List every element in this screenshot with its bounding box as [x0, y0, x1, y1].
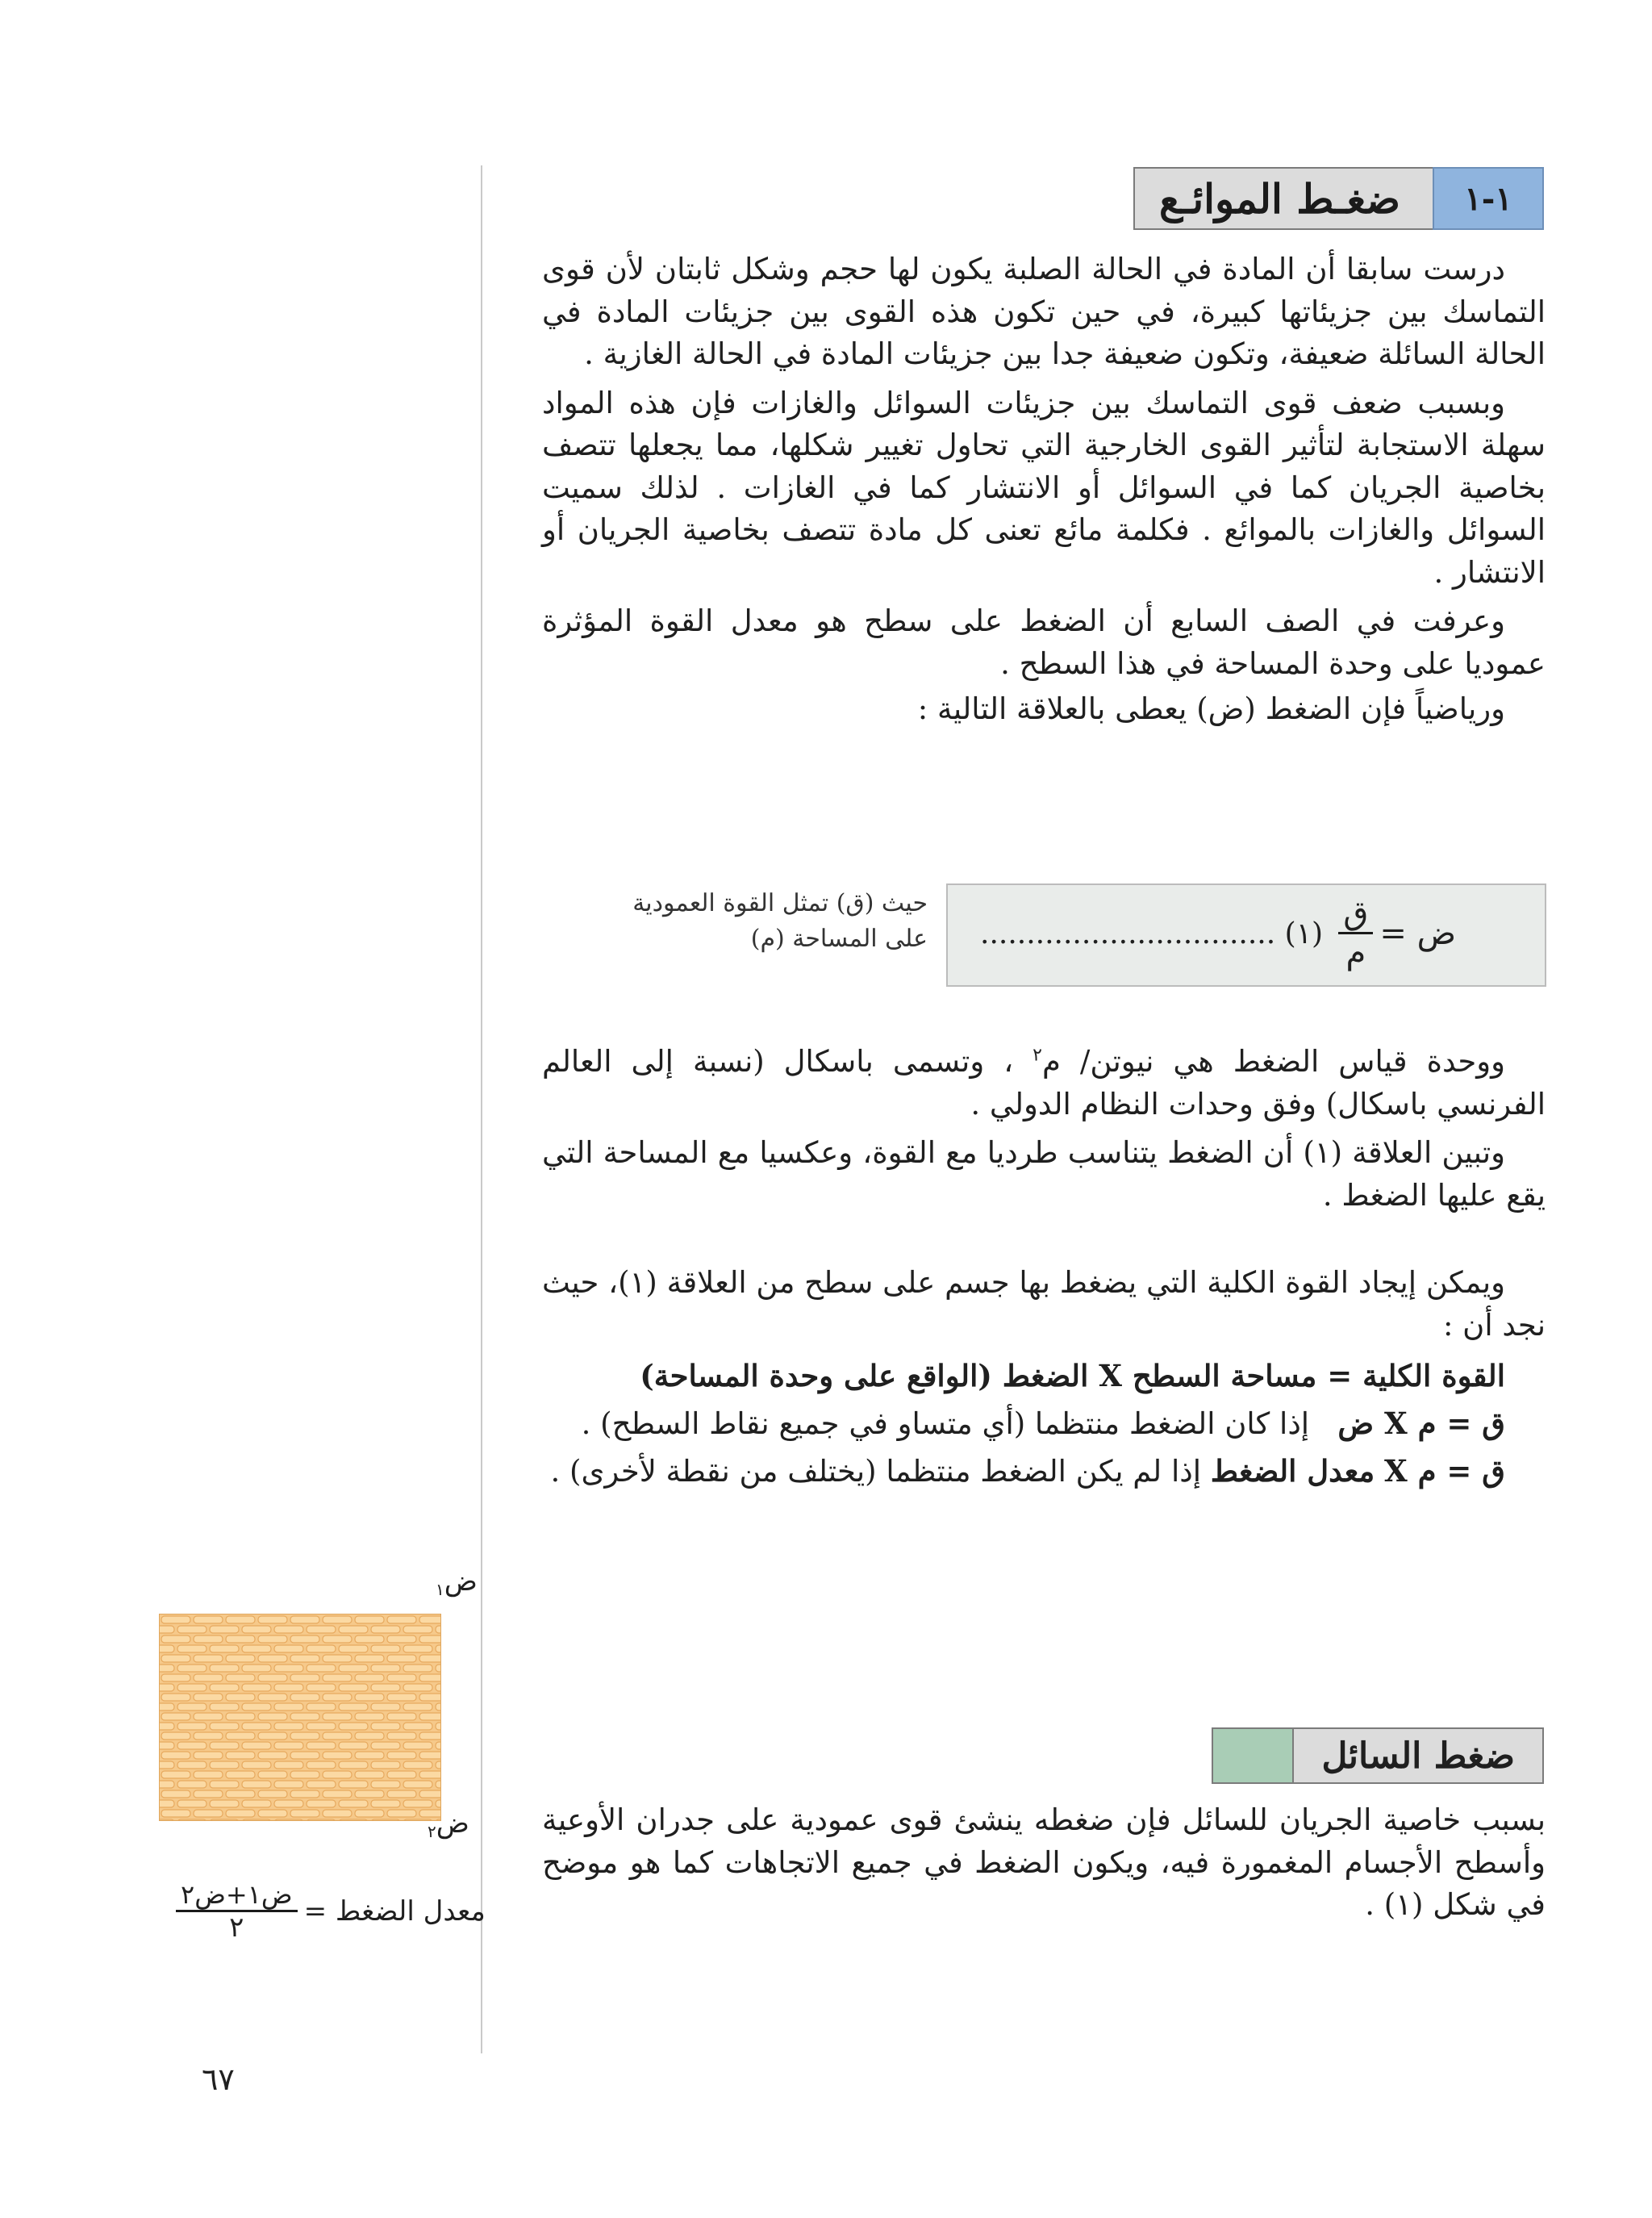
body-text-top	[542, 249, 1546, 731]
force-uniform-text: إذا كان الضغط منتظما (أي متساو في جميع نقاط السطح) .	[581, 1406, 1310, 1441]
body-text-middle	[542, 1041, 1546, 1493]
paragraph-pressure-unit	[542, 1041, 1546, 1126]
formula-note-line1: حيث (ق) تمثل القوة العمودية	[632, 889, 928, 917]
brick-wall-image	[159, 1614, 441, 1821]
force-average-eq: ق = م X	[1384, 1453, 1505, 1489]
formula-leader	[980, 917, 1323, 950]
formula-note	[621, 886, 928, 956]
formula-fraction	[1338, 895, 1373, 971]
paragraph-solid-states: درست سابقا أن المادة في الحالة الصلبة يكون لها حجم وشكل ثابتان لأن قوى التماسك بين جزيئاتها كبيرة، في حين تكون هذه القوى بين جزيئات المادة في الحالة السائلة ضعيفة، وتكون ضعيفة جدا بين جزيئات المادة في الحالة الغازية .	[542, 252, 1546, 372]
section-heading	[1133, 167, 1544, 228]
margin-divider	[481, 165, 482, 2053]
formula-dots: ................................	[980, 917, 1276, 950]
subsection-heading	[1212, 1727, 1544, 1782]
pressure-formula-box	[946, 883, 1546, 987]
section-title: ضغـط الموائـع	[1133, 167, 1433, 230]
paragraph-proportionality: وتبين العلاقة (١) أن الضغط يتناسب طرديا مع القوة، وعكسيا مع المساحة التي يقع عليها الضغط .	[542, 1135, 1546, 1213]
paragraph-math-relation: ورياضياً فإن الضغط (ض) يعطى بالعلاقة التالية :	[917, 691, 1505, 727]
unit-text-b: ، وتسمى باسكال (نسبة إلى العالم الفرنسي باسكال) وفق وحدات النظام الدولي .	[542, 1044, 1546, 1122]
formula-numerator: ق	[1338, 895, 1373, 934]
paragraph-total-force: ويمكن إيجاد القوة الكلية التي يضغط بها جسم على سطح من العلاقة (١)، حيث نجد أن :	[542, 1265, 1546, 1343]
force-average-line	[542, 1450, 1546, 1493]
formula-note-line2: على المساحة (م)	[750, 924, 928, 953]
formula-lhs: ض =	[1379, 914, 1456, 952]
force-uniform-line	[542, 1402, 1546, 1446]
unit-text-a: ووحدة قياس الضغط هي نيوتن/ م	[1041, 1044, 1506, 1079]
formula-denominator: م	[1345, 934, 1366, 971]
section-number: ١-١	[1433, 167, 1544, 230]
paragraph-fluids: وبسبب ضعف قوى التماسك بين جزيئات السوائل والغازات فإن هذه المواد سهلة الاستجابة لتأثير القوى الخارجية التي تحاول تغيير شكلها، مما يجعلها تتصف بخاصية الجريان كما في السوائل أو الانتشار كما في الغازات . لذلك سميت السوائل والغازات بالموائع . فكلمة مائع تعنى كل مادة تتصف بخاصية الجريان أو الانتشار .	[542, 385, 1546, 590]
pressure-equation	[1332, 895, 1456, 971]
formula-number: (١)	[1284, 917, 1324, 950]
force-average-text: إذا لم يكن الضغط منتظما (يختلف من نقطة لأخرى) .	[550, 1454, 1202, 1489]
subsection-tab	[1212, 1727, 1292, 1784]
average-denominator: ٢	[229, 1911, 244, 1944]
page-number: ٦٧	[202, 2061, 235, 2097]
force-uniform-eq: ق = م X ض	[1337, 1405, 1505, 1441]
brick-pattern	[160, 1614, 440, 1820]
average-pressure-label: معدل الضغط =	[303, 1895, 486, 1928]
paragraph-pressure-definition: وعرفت في الصف السابع أن الضغط على سطح هو معدل القوة المؤثرة عموديا على وحدة المساحة في هذا السطح .	[542, 604, 1546, 681]
subsection-title: ضغط السائل	[1292, 1727, 1544, 1784]
average-numerator: ض١+ض٢	[176, 1880, 298, 1912]
average-pressure-fraction	[176, 1880, 298, 1944]
pressure-label-top: ض$_١$	[436, 1565, 478, 1599]
paragraph-liquid-pressure: بسبب خاصية الجريان للسائل فإن ضغطه ينشئ قوى عمودية على جدران الأوعية وأسطح الأجسام المغمورة فيه، ويكون الضغط في جميع الاتجاهات كما هو موضح في شكل (١) .	[542, 1802, 1546, 1923]
force-average-term: معدل الضغط	[1210, 1453, 1375, 1489]
total-force-relation: القوة الكلية = مساحة السطح X الضغط (الواقع على وحدة المساحة)	[640, 1358, 1505, 1394]
body-text-bottom	[542, 1799, 1546, 1927]
average-pressure-formula	[169, 1880, 486, 1944]
unit-superscript: ٢	[1032, 1045, 1042, 1066]
pressure-label-bottom: ض$_٢$	[428, 1807, 469, 1841]
